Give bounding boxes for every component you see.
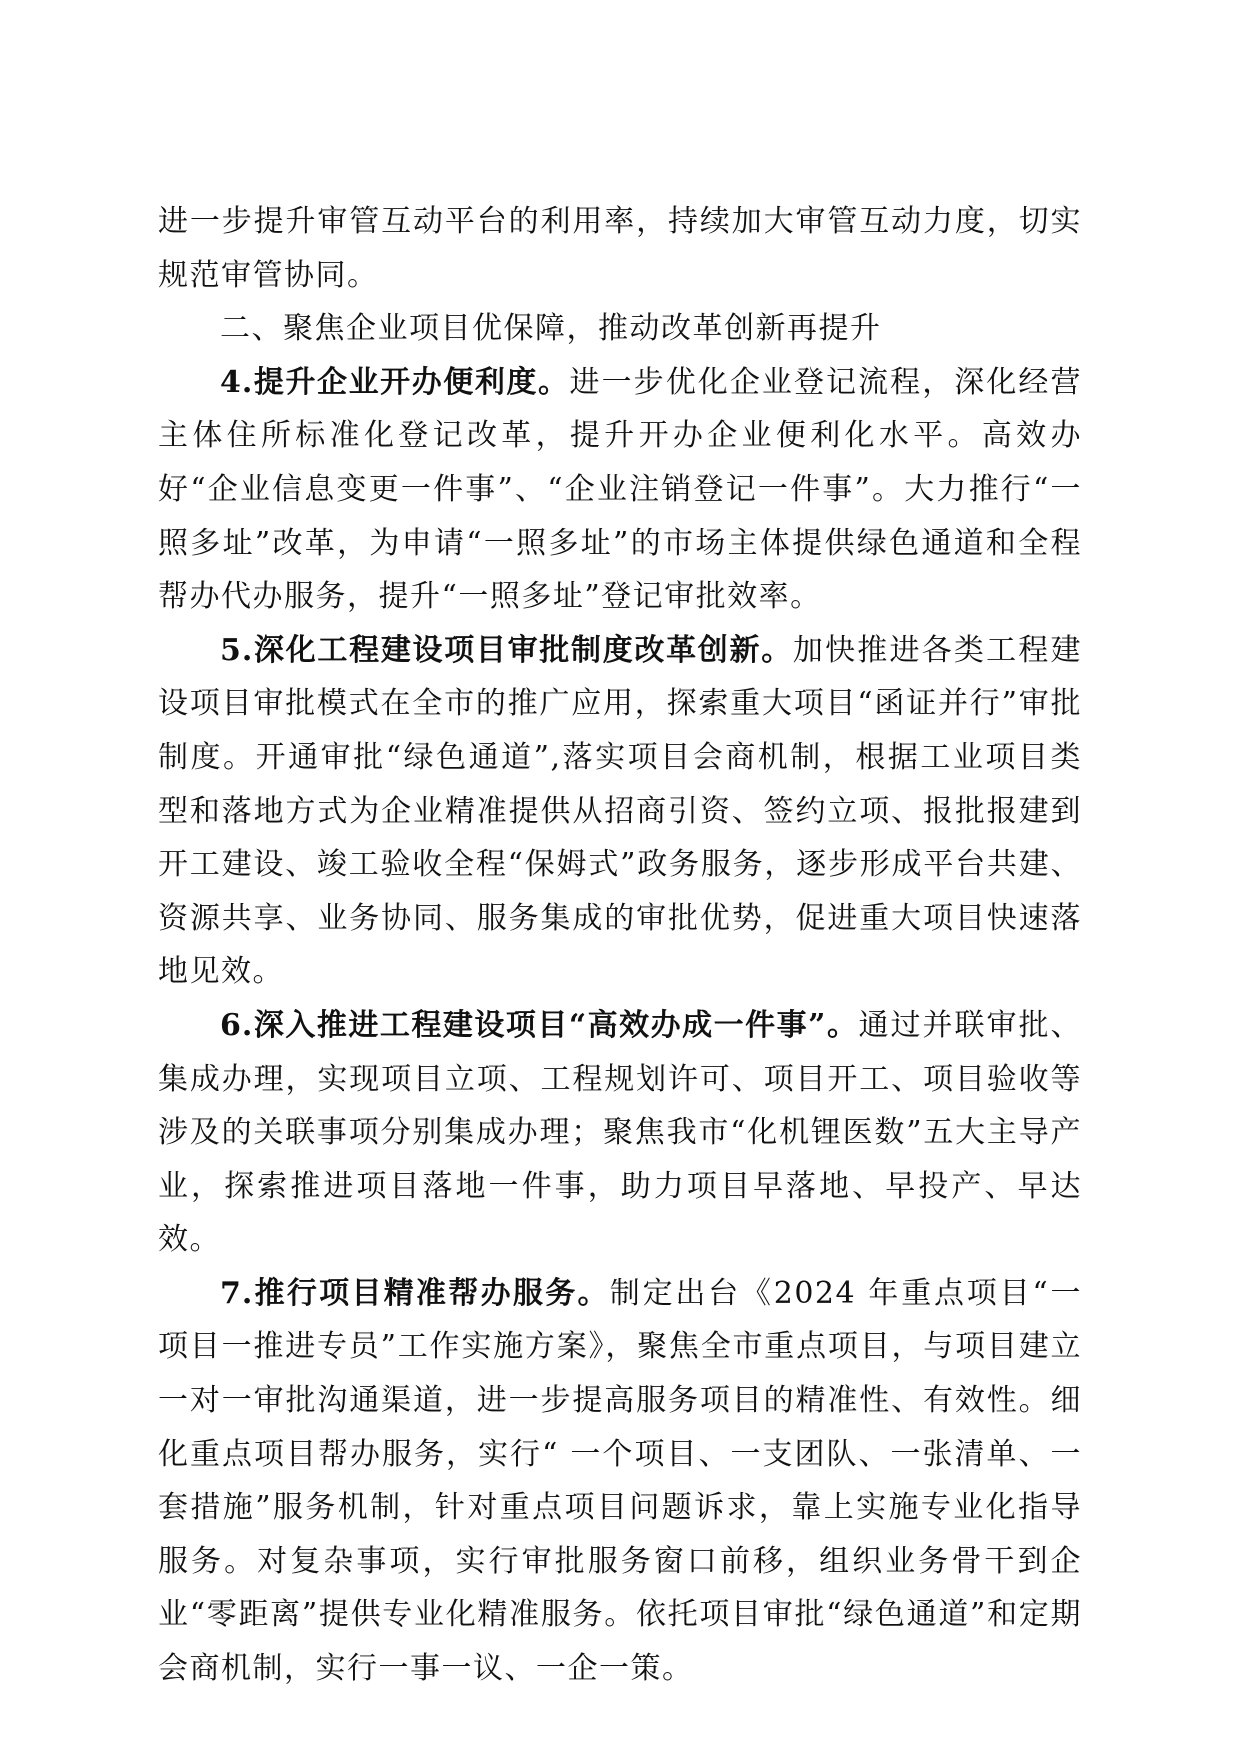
paragraph-item-7 [158, 1267, 1082, 1696]
paragraph-item-6 [158, 999, 1082, 1267]
item-4-body: 进一步优化企业登记流程，深化经营主体住所标准化登记改革，提升开办企业便利化水平。高效办好“企业信息变更一件事”、“企业注销登记一件事”。大力推行“一照多址”改革，为申请“一照多址”的市场主体提供绿色通道和全程帮办代办服务，提升“一照多址”登记审批效率。 [158, 364, 1082, 615]
paragraph-item-4 [158, 356, 1082, 624]
section-heading: 二、聚焦企业项目优保障，推动改革创新再提升 [220, 311, 882, 347]
item-7-body: 制定出台《2024 年重点项目“一项目一推进专员”工作实施方案》，聚焦全市重点项目，与项目建立一对一审批沟通渠道，进一步提高服务项目的精准性、有效性。细化重点项目帮办服务，实行“ 一个项目、一支团队、一张清单、一套措施”服务机制，针对重点项目问题诉求，靠上实施专业化指导服务。对复杂事项，实行审批服务窗口前移，组织业务骨干到企业“零距离”提供专业化精准服务。依托项目审批“绿色通道”和定期会商机制，实行一事一议、一企一策。 [158, 1275, 1082, 1687]
item-5-title: 5.深化工程建设项目审批制度改革创新。 [220, 632, 793, 668]
item-7-title: 7.推行项目精准帮办服务。 [220, 1275, 610, 1311]
item-6-body: 通过并联审批、集成办理，实现项目立项、工程规划许可、项目开工、项目验收等涉及的关联事项分别集成办理；聚焦我市“化机锂医数”五大主导产业，探索推进项目落地一件事，助力项目早落地、早投产、早达效。 [158, 1007, 1082, 1258]
paragraph-continuation: 进一步提升审管互动平台的利用率，持续加大审管互动力度，切实规范审管协同。 [158, 204, 1082, 293]
item-5-body: 加快推进各类工程建设项目审批模式在全市的推广应用，探索重大项目“函证并行”审批制度。开通审批“绿色通道”,落实项目会商机制，根据工业项目类型和落地方式为企业精准提供从招商引资、签约立项、报批报建到开工建设、竣工验收全程“保姆式”政务服务，逐步形成平台共建、资源共享、业务协同、服务集成的审批优势，促进重大项目快速落地见效。 [158, 632, 1082, 990]
paragraph-item-5 [158, 624, 1082, 999]
item-6-title: 6.深入推进工程建设项目“高效办成一件事”。 [220, 1007, 859, 1043]
document-body [158, 195, 1082, 1696]
item-4-title: 4.提升企业开办便利度。 [220, 364, 570, 400]
